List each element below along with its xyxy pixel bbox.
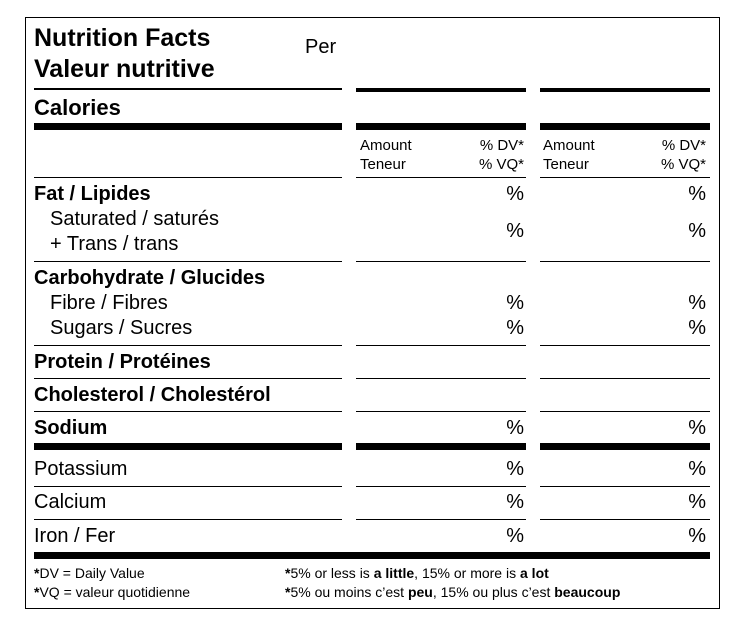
dv-fr: % VQ*: [478, 156, 524, 173]
guidance-en-pre: 5% or less is: [290, 565, 374, 581]
nutrient-fat: Fat / Lipides: [34, 183, 151, 205]
rule-fat: [34, 261, 342, 262]
rule-header-col2: [540, 177, 710, 178]
guidance-en-lot: a lot: [520, 565, 549, 581]
col2-dv-header: [648, 136, 706, 174]
rule-calories-col1: [356, 123, 526, 130]
rule-calcium-col2: [540, 519, 710, 520]
nutrient-calcium: Calcium: [34, 491, 107, 513]
guidance-fr-beaucoup: beaucoup: [554, 584, 621, 600]
fibre-percent-col1: %: [506, 292, 524, 314]
rule-protein-col2: [540, 378, 710, 379]
fat-percent-col2: %: [688, 183, 706, 205]
fat-percent-col1: %: [506, 183, 524, 205]
vq-definition: VQ = valeur quotidienne: [39, 584, 191, 600]
amount-en: Amount: [360, 137, 412, 154]
sugars-percent-col1: %: [506, 317, 524, 339]
rule-title-left: [34, 88, 342, 90]
dv-definition: DV = Daily Value: [39, 565, 145, 581]
col2-amount-header: [543, 136, 595, 174]
rule-sodium-left: [34, 443, 342, 450]
rule-potassium: [34, 486, 342, 487]
rule-calcium-col1: [356, 519, 526, 520]
rule-bottom: [34, 552, 710, 559]
footnote-star: *: [285, 565, 291, 581]
rule-protein: [34, 378, 342, 379]
footnote-guidance-fr: [285, 583, 620, 602]
rule-calcium: [34, 519, 342, 520]
nutrient-sugars: Sugars / Sucres: [50, 317, 193, 339]
title-english: Nutrition Facts: [34, 24, 211, 52]
nutrient-trans: + Trans / trans: [50, 233, 179, 255]
rule-calories-left: [34, 123, 342, 130]
iron-percent-col2: %: [688, 525, 706, 547]
rule-cholesterol-col1: [356, 411, 526, 412]
rule-fat-col2: [540, 261, 710, 262]
rule-carb-col1: [356, 345, 526, 346]
potassium-percent-col1: %: [506, 458, 524, 480]
serving-per-label: Per: [305, 36, 337, 58]
sugars-percent-col2: %: [688, 317, 706, 339]
nutrient-cholesterol: Cholesterol / Cholestérol: [34, 384, 271, 406]
dv-en: % DV*: [479, 137, 524, 154]
title-french: Valeur nutritive: [34, 55, 215, 83]
guidance-en-little: a little: [373, 565, 415, 581]
guidance-fr-peu: peu: [407, 584, 433, 600]
iron-percent-col1: %: [506, 525, 524, 547]
footnote-dv: [34, 564, 190, 583]
amount-fr: Teneur: [543, 156, 589, 173]
guidance-fr-mid: , 15% ou plus c’est: [432, 584, 555, 600]
calcium-percent-col2: %: [688, 491, 706, 513]
footnote-guidance: [285, 564, 620, 602]
sodium-percent-col1: %: [506, 417, 524, 439]
nutrient-potassium: Potassium: [34, 458, 128, 480]
col1-amount-header: [360, 136, 412, 174]
fibre-percent-col2: %: [688, 292, 706, 314]
guidance-en-mid: , 15% or more is: [414, 565, 520, 581]
potassium-percent-col2: %: [688, 458, 706, 480]
nutrient-saturated: Saturated / saturés: [50, 208, 219, 230]
rule-potassium-col1: [356, 486, 526, 487]
rule-header-col1: [356, 177, 526, 178]
footnote-star: *: [34, 584, 40, 600]
rule-title-col2: [540, 88, 710, 92]
nutrient-iron: Iron / Fer: [34, 525, 116, 547]
calories-label: Calories: [34, 95, 121, 120]
footnote-star: *: [285, 584, 291, 600]
rule-sodium-col2: [540, 443, 710, 450]
calcium-percent-col1: %: [506, 491, 524, 513]
rule-potassium-col2: [540, 486, 710, 487]
guidance-fr-pre: 5% ou moins c’est: [290, 584, 408, 600]
footnote-vq: [34, 583, 190, 602]
nutrient-sodium: Sodium: [34, 417, 108, 439]
amount-fr: Teneur: [360, 156, 406, 173]
dv-fr: % VQ*: [660, 156, 706, 173]
rule-carb-col2: [540, 345, 710, 346]
rule-calories-col2: [540, 123, 710, 130]
col1-dv-header: [466, 136, 524, 174]
rule-cholesterol-col2: [540, 411, 710, 412]
rule-protein-col1: [356, 378, 526, 379]
nutrient-protein: Protein / Protéines: [34, 351, 211, 373]
footnote-definitions: [34, 564, 190, 602]
dv-en: % DV*: [661, 137, 706, 154]
saturated-trans-percent-col2: %: [688, 220, 706, 242]
nutrient-carbohydrate: Carbohydrate / Glucides: [34, 267, 266, 289]
rule-sodium-col1: [356, 443, 526, 450]
amount-en: Amount: [543, 137, 595, 154]
rule-fat-col1: [356, 261, 526, 262]
nutrient-fibre: Fibre / Fibres: [50, 292, 168, 314]
rule-carb: [34, 345, 342, 346]
footnote-star: *: [34, 565, 40, 581]
rule-title-col1: [356, 88, 526, 92]
rule-cholesterol: [34, 411, 342, 412]
saturated-trans-percent-col1: %: [506, 220, 524, 242]
sodium-percent-col2: %: [688, 417, 706, 439]
rule-header: [34, 177, 342, 178]
footnote-guidance-en: [285, 564, 620, 583]
